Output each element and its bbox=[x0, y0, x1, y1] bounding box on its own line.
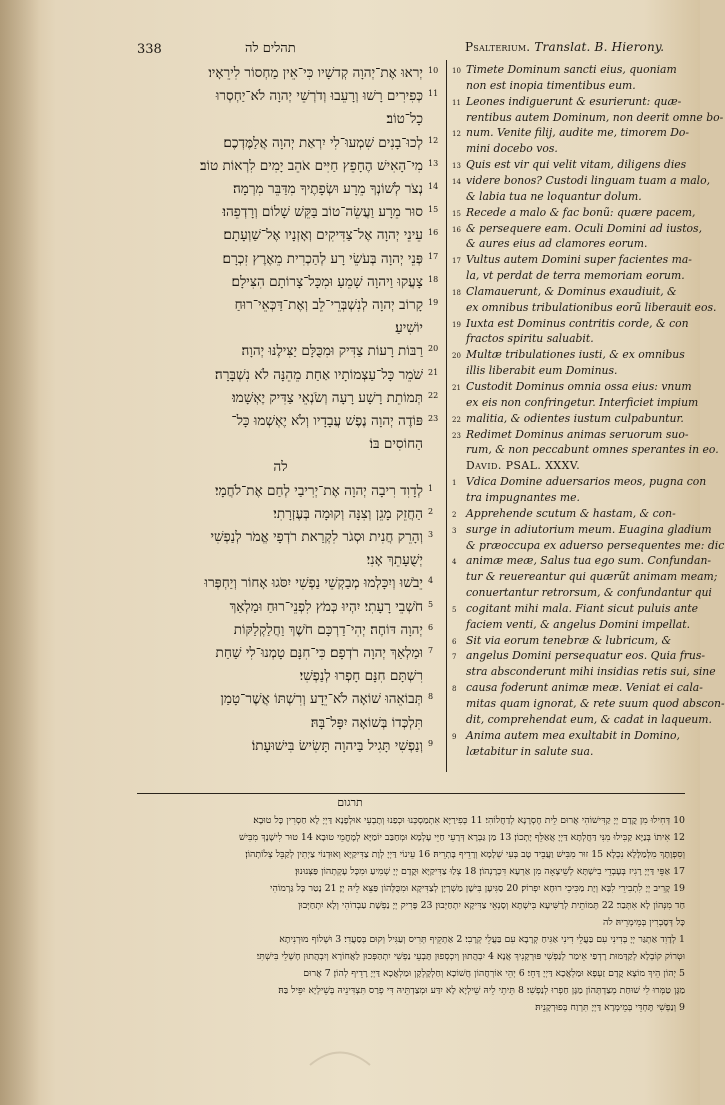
hebrew-line: יֵבֹשׁוּ וְיִכָּלְמוּ מְבַקְשֵׁי נַפְשִׁי יִסֹּגוּ אָחוֹר וְיַחְפְּרוּ bbox=[204, 575, 423, 592]
latin-line bbox=[452, 664, 716, 679]
latin-line bbox=[452, 110, 724, 125]
latin-verse-number: 1 bbox=[452, 479, 457, 488]
hebrew-line: צָעֲקוּ וַיהוָה שָׁמֵעַ וּמִכָּל־צָרוֹתָם הִצִּילָם׃ bbox=[231, 273, 423, 290]
latin-line bbox=[452, 728, 684, 745]
latin-line bbox=[452, 236, 684, 251]
verse-number: 17 bbox=[428, 251, 439, 261]
verse-number-column bbox=[428, 62, 446, 762]
latin-verse-number: 13 bbox=[452, 162, 461, 171]
latin-line-text: stra absconderunt mihi insidias retis sui, sine bbox=[466, 665, 716, 679]
latin-line-text: David. PSAL. XXXV. bbox=[466, 459, 581, 473]
latin-line bbox=[452, 300, 717, 315]
latin-line bbox=[452, 395, 699, 410]
latin-line bbox=[452, 125, 690, 142]
hebrew-line: חֹשְׁבֵי רָעָתִי׃ יִהְיוּ כְּמֹץ לִפְנֵי־רוּחַ וּמַלְאַךְ bbox=[229, 598, 423, 615]
hebrew-running-title: תהלים לה bbox=[245, 41, 296, 56]
latin-line-text: fractos spiritu saluabit. bbox=[466, 332, 594, 346]
targum-line: וּטְרוֹק קוֹבְלָא לְקַדָּמוּת רָדְפַי אֵימַר לְנַפְשִׁי פּוּרְקָנִיךְ אֲנָא׃ 4 יִבְהֲתוּן וְיִכְסְפוּן תָּבְעֵי נַפְשִׁי יִתְהַפְּכוּן לַאֲחוֹרָא וְיִבְהֲתוּן חָשְׁלֵי בִּישְׁתִּי׃ bbox=[256, 951, 685, 962]
targum-line: מַגָּן טַמְּרוּ לִי שׁוּחַת מְצַדְתְּהוֹן מַגָּן חַפְרוּ לְנַפְשִׁי׃ 8 תֵּיתֵי לֵיהּ שֵׁילְיָא לָא יִדַּע וּמְצַדְתֵּיהּ דִּי פְרַס תִּצְדִּינֵיהּ בְּשֵׁילְיָא יִפֵּיל בַּהּ׃ bbox=[278, 985, 685, 996]
latin-line-text: causa foderunt animæ meæ. Veniat ei cala- bbox=[466, 681, 703, 695]
latin-line bbox=[452, 569, 718, 584]
column-divider bbox=[446, 60, 447, 772]
latin-line bbox=[452, 363, 684, 378]
latin-verse-number: 4 bbox=[452, 558, 457, 567]
latin-line bbox=[452, 601, 699, 618]
targum-line: כָּל דְּסָבְרִין בְּמֵימְרֵיהּ׃ לה bbox=[602, 917, 685, 928]
verse-number: 14 bbox=[428, 182, 439, 191]
latin-line bbox=[452, 205, 696, 222]
latin-verse-number: 9 bbox=[452, 732, 457, 741]
latin-line-text: rum, & non peccabunt omnes sperantes in eo. bbox=[466, 443, 719, 457]
verse-number: 3 bbox=[428, 530, 434, 539]
verse-number: 13 bbox=[428, 158, 439, 168]
hebrew-line: כָל־טוֹב׃ bbox=[386, 111, 423, 128]
hebrew-line: עֵינֵי יְהוָה אֶל־צַדִּיקִים וְאָזְנָיו אֶל־שַׁוְעָתָם׃ bbox=[223, 227, 423, 244]
latin-line bbox=[452, 78, 684, 93]
latin-line bbox=[452, 617, 690, 632]
verse-number: 5 bbox=[428, 599, 434, 609]
latin-line bbox=[452, 173, 711, 190]
latin-line bbox=[452, 696, 725, 711]
verse-number: 1 bbox=[428, 483, 434, 493]
latin-line bbox=[452, 347, 684, 364]
verse-number: 4 bbox=[428, 576, 434, 586]
verse-number: 21 bbox=[428, 367, 439, 377]
latin-verse-number: 17 bbox=[452, 257, 461, 266]
hebrew-line: פּוֹדֶה יְהוָה נֶפֶשׁ עֲבָדָיו וְלֹא יֶאְשְׁמוּ כָּל־ bbox=[231, 413, 423, 429]
hebrew-line: פְּנֵי יְהוָה בְּעֹשֵׂי רָע לְהַכְרִית מֵאֶרֶץ זִכְרָם׃ bbox=[222, 250, 423, 267]
latin-verse-number: 20 bbox=[452, 352, 461, 361]
latin-line-text: animæ meæ, Salus tua ego sum. Confundan- bbox=[466, 554, 712, 568]
targum-line: חַד מִנְּהוֹן לָא אִתְּבַר׃ 22 תְּמוֹתֵית לְרַשִּׁיעָא בִּישְׁתָא וְסָנְאֵי צַדִּיקָא יִתְחַיְּבוּן׃ 23 פָּרִיק יְיָ נַפְשָׁת עַבְדוֹהִי וְלָא יִתְחַיְּבוּן bbox=[298, 900, 685, 911]
latin-verse-number: 2 bbox=[452, 510, 457, 519]
latin-line-text: la, vt perdat de terra memoriam eorum. bbox=[466, 269, 685, 283]
hebrew-line: קָרוֹב יְהוָה לְנִשְׁבְּרֵי־לֵב וְאֶת־דַּכְּאֵי־רוּחַ bbox=[234, 297, 423, 313]
latin-line bbox=[452, 157, 687, 174]
targum-title: תרגום bbox=[337, 796, 363, 809]
verse-number: 16 bbox=[428, 228, 439, 238]
latin-line bbox=[452, 522, 712, 539]
latin-line-text: Timete Dominum sancti eius, quoniam bbox=[466, 63, 677, 76]
latin-title-caps: Psalterium. bbox=[465, 40, 531, 54]
hebrew-line: וְהָרֵק חֲנִית וּסְגֹר לִקְרַאת רֹדְפָי אֱמֹר לְנַפְשִׁי bbox=[210, 529, 423, 545]
latin-line-text: Recede a malo & fac bonũ: quære pacem, bbox=[466, 205, 696, 219]
running-header bbox=[0, 38, 700, 60]
latin-line bbox=[452, 442, 719, 457]
targum-line: 10 דְּחִילוּ מִן קֳדָם יְיָ קַדִּישׁוֹהִי אֲרוּם לֵית חֶסְרָנָא לְדַחֲלוֹהִי׃ 11 כְּפִירַיָּא אִתְמַסְכְּנוּ וּכְפַנוּ וְתָבְעֵי אוּלְפָנָא דַּיְיָ לָא חַסְרִין כָּל טוּבָא׃ bbox=[253, 815, 685, 826]
latin-line-text: Quis est vir qui velit vitam, diligens dies bbox=[466, 158, 687, 172]
latin-line bbox=[452, 62, 684, 79]
latin-line bbox=[452, 411, 684, 428]
latin-verse-number: 11 bbox=[452, 98, 461, 107]
latin-verse-number: 14 bbox=[452, 177, 461, 186]
latin-title-rest: Translat. B. Hierony. bbox=[530, 40, 665, 54]
latin-line bbox=[452, 379, 692, 396]
latin-line-text: & persequere eam. Oculi Domini ad iustos, bbox=[466, 221, 703, 235]
verse-number: 20 bbox=[428, 344, 439, 354]
latin-line-text: conuertantur retrorsum, & confundantur qui bbox=[466, 586, 712, 600]
latin-line-text: non est inopia timentibus eum. bbox=[466, 78, 636, 92]
latin-line-text: & aures eius ad clamores eorum. bbox=[466, 237, 648, 251]
latin-line-text: Apprehende scutum & hastam, & con- bbox=[466, 506, 676, 520]
latin-verse-number: 7 bbox=[452, 653, 457, 662]
latin-line-text: Leones indiguerunt & esurierunt: quæ- bbox=[466, 94, 682, 108]
latin-line-text: faciem venti, & angelus Domini impellat. bbox=[466, 617, 690, 631]
verse-number: 7 bbox=[428, 646, 434, 655]
latin-verse-number: 10 bbox=[452, 67, 461, 75]
latin-line bbox=[452, 490, 684, 505]
hebrew-line: רַבּוֹת רָעוֹת צַדִּיק וּמִכֻּלָּם יַצִּילֶנּוּ יְהוָה׃ bbox=[241, 343, 423, 360]
latin-verse-number: 8 bbox=[452, 685, 457, 694]
hebrew-line: שֹׁמֵר כָּל־עַצְמוֹתָיו אַחַת מֵהֵנָּה לֹא נִשְׁבָּרָה׃ bbox=[214, 366, 423, 383]
latin-line-text: surge in adiutorium meum. Euagina gladium bbox=[466, 522, 712, 536]
latin-line bbox=[452, 331, 684, 346]
latin-line bbox=[452, 284, 684, 301]
latin-line-text: lætabitur in salute sua. bbox=[466, 744, 594, 758]
targum-rule bbox=[137, 793, 685, 794]
hebrew-line: יְראוּ אֶת־יְהוָה קְדשָׁיו כִּי־אֵין מַחְסוֹר לִירֵאָיו׃ bbox=[208, 65, 423, 81]
latin-verse-number: 6 bbox=[452, 637, 457, 646]
latin-line-text: Sit via eorum tenebræ & lubricum, & bbox=[466, 633, 672, 647]
verse-number: 11 bbox=[428, 89, 439, 99]
latin-line bbox=[452, 316, 689, 333]
latin-line-text: malitia, & odientes iustum culpabuntur. bbox=[466, 411, 684, 425]
latin-line bbox=[452, 648, 706, 665]
latin-line bbox=[452, 94, 684, 111]
verse-number: 15 bbox=[428, 205, 439, 215]
latin-line-text: videre bonos? Custodi linguam tuam a malo, bbox=[466, 173, 711, 187]
latin-verse-number: 12 bbox=[452, 130, 461, 139]
hebrew-line: וְנַפְשִׁי תָּגִיל בַּיהוָה תָּשִׂישׂ בִּישׁוּעָתוֹ׃ bbox=[251, 737, 423, 754]
latin-line bbox=[452, 744, 684, 759]
hebrew-line: לְכוּ־בָנִים שִׁמְעוּ־לִי יִרְאַת יְהוָה אֲלַמֶּדְכֶם׃ bbox=[223, 134, 423, 151]
verse-number: 2 bbox=[428, 506, 434, 516]
latin-line bbox=[452, 506, 684, 523]
hebrew-line: וּמַלְאַךְ יְהוָה רֹדְפָם׃ כִּי־חִנָּם טָמְנוּ־לִי שַׁחַת bbox=[215, 645, 423, 661]
hebrew-line: תְּמוֹתֵת רָשָׁע רָעָה וְשֹׂנְאֵי צַדִּיק יֶאְשָׁמוּ׃ bbox=[232, 389, 423, 406]
verse-number: 8 bbox=[428, 692, 434, 702]
latin-line-text: Anima autem mea exultabit in Domino, bbox=[466, 728, 680, 742]
latin-line-text: & præoccupa ex aduerso persequentes me: dic bbox=[466, 538, 725, 552]
latin-line-text: Vultus autem Domini super facientes ma- bbox=[466, 253, 692, 267]
verse-number: 12 bbox=[428, 135, 439, 145]
latin-verse-number: 16 bbox=[452, 225, 461, 234]
verse-number: 6 bbox=[428, 622, 434, 632]
latin-line bbox=[452, 553, 712, 570]
verse-number: 18 bbox=[428, 274, 439, 284]
verse-number: 19 bbox=[428, 298, 439, 307]
hebrew-line: יוֹשִׁיעַ׃ bbox=[395, 320, 423, 337]
targum-line: וְסִפְוָתָךְ מִלְּמַלָּלָא נִכְלָא׃ 15 זוּר מִבִּישׁ וַעֲבֵיד טָב בְּעִי שְׁלָמָא וְרָדֵיף בָּתְרֵיהּ׃ 16 עֵינוֹי דַּיְיָ לְוָת צַדִּיקַיָּא וְאוּדְנוֹי צַיְתִין לְקַבֵּל צְלוֹתְהוֹן׃ bbox=[245, 849, 685, 860]
bleed-through-mark bbox=[300, 1035, 380, 1075]
latin-line-text: mitas quam ignorat, & rete suum quod abscon- bbox=[466, 697, 725, 710]
latin-verse-number: 21 bbox=[452, 384, 461, 392]
latin-line bbox=[452, 252, 692, 269]
targum-line: 1 לְדָוִד אַתְגַּר יְיָ בְּדִינִי עִם בַּעֲלֵי דִינִי אַגִּיחַ קְרָבָא עִם בַּעֲלֵי קְרָבִי׃ 2 אַתְקֵיף תְּרִיס וְעַגִּיל וְקוּם בְּסַעֲדִי׃ 3 וּשְׁלוֹף מוּרְנִיתָא bbox=[279, 934, 685, 945]
latin-line bbox=[452, 680, 703, 697]
latin-line-text: Iuxta est Dominus contritis corde, & con bbox=[466, 316, 689, 330]
latin-line-text: ex eis non confringetur. Interficiet impium bbox=[466, 395, 699, 409]
latin-line bbox=[452, 189, 684, 204]
targum-line: 5 יְהוֹן הֵיךְ מוֹצָא קֳדָם זַעְפָא וּמַלְאֲכָא דַּיְיָ דָּחֵי׃ 6 יְהֵי אוֹרְחֲהוֹן חֲשׁוֹכָא וְחַלְקָלְקָן וּמַלְאֲכָא דַּיְיָ רָדֵיף לְהוֹן׃ 7 אֲרוּם bbox=[303, 968, 685, 979]
latin-line-text: num. Venite filij, audite me, timorem Do- bbox=[466, 126, 690, 140]
hebrew-line: הַחוֹסִים בּוֹ׃ bbox=[369, 436, 423, 453]
hebrew-line: לְדָוִד רִיבָה יְהוָה אֶת־יְרִיבַי לְחַם אֶת־לֹחֲמָי׃ bbox=[215, 482, 423, 499]
latin-line-text: angelus Domini persequatur eos. Quia frus- bbox=[466, 649, 706, 663]
latin-line-text: mini docebo vos. bbox=[466, 142, 558, 156]
latin-line bbox=[452, 427, 689, 444]
verse-number: 9 bbox=[428, 738, 434, 748]
latin-line bbox=[452, 141, 684, 156]
latin-verse-number: 18 bbox=[452, 288, 461, 297]
latin-line bbox=[452, 712, 712, 727]
targum-line: 17 אַפֵּי דַּיְיָ רָגִיז בְּעָבְדֵי בִישְׁתָּא לְשֵׁיצָאָה מִן אַרְעָא דִּכְרָנְהוֹן׃ 18 צְלַוּ צַדִּיקַיָּא וּקֳדָם יְיָ שְׁמִיעַ וּמִכָּל עָקְתְהוֹן פַּצְּנוּנוּן׃ bbox=[294, 866, 685, 877]
verse-number: 22 bbox=[428, 390, 439, 400]
latin-line bbox=[452, 585, 712, 600]
latin-line-text: tur & reuereantur qui quærũt animam meam; bbox=[466, 570, 718, 584]
latin-line bbox=[452, 221, 703, 238]
latin-line-text: dit, comprehendat eum, & cadat in laqueum. bbox=[466, 712, 712, 726]
hebrew-line: סוּר מֵרָע וַעֲשֵׂה־טוֹב בַּקֵּשׁ שָׁלוֹם וְרָדְפֵהוּ׃ bbox=[222, 204, 423, 221]
latin-verse-number: 22 bbox=[452, 415, 461, 424]
hebrew-line: תְּבוֹאֵהוּ שׁוֹאָה לֹא־יֵדָע וְרִשְׁתּוֹ אֲשֶׁר־טָמַן bbox=[220, 691, 423, 708]
latin-line-text: Clamauerunt, & Dominus exaudiuit, & bbox=[466, 284, 677, 298]
hebrew-text-column bbox=[138, 62, 423, 772]
page-number: 338 bbox=[137, 42, 162, 57]
hebrew-line: נְצֹר לְשׁוֹנְךָ מֵרָע וּשְׂפָתֶיךָ מִדַּבֵּר מִרְמָה׃ bbox=[232, 181, 423, 197]
hebrew-line: יְשֻׁעָתֵךְ אָנִי׃ bbox=[366, 552, 423, 569]
latin-line-text: Redimet Dominus animas seruorum suo- bbox=[466, 427, 689, 441]
latin-verse-number: 3 bbox=[452, 526, 457, 535]
latin-line-text: Custodit Dominus omnia ossa eius: vnum bbox=[466, 380, 692, 393]
latin-running-title bbox=[465, 40, 664, 54]
latin-text-column bbox=[452, 62, 725, 772]
latin-line bbox=[452, 538, 725, 553]
latin-line-text: rentibus autem Dominum, non deerit omne bo- bbox=[466, 110, 724, 124]
latin-line bbox=[452, 633, 684, 650]
hebrew-line: רִשְׁתָּם חִנָּם חָפְרוּ לְנַפְשִׁי׃ bbox=[299, 668, 423, 685]
latin-line-text: Vdica Domine aduersarios meos, pugna con bbox=[466, 475, 707, 489]
latin-verse-number: 15 bbox=[452, 209, 461, 218]
latin-line-text: tra impugnantes me. bbox=[466, 490, 580, 504]
latin-line-text: ex omnibus tribulationibus eorũ liberauit eos. bbox=[466, 300, 717, 314]
latin-line bbox=[452, 474, 707, 491]
hebrew-line: תִּלְכְּדוֹ בְּשׁוֹאָה יִפָּל־בָּהּ׃ bbox=[310, 714, 423, 731]
hebrew-line: הַחֲזֵק מָגֵן וְצִנָּה וְקוּמָה בְּעֶזְרָתִי׃ bbox=[273, 505, 423, 522]
latin-line-text: cogitant mihi mala. Fiant sicut puluis ante bbox=[466, 601, 699, 615]
latin-line bbox=[452, 458, 684, 473]
hebrew-line: כְּפִירִים רָשׁוּ וְרָעֵבוּ וְדֹרְשֵׁי יְהוָה לֹא־יַחְסְרוּ bbox=[215, 88, 423, 105]
gutter-shadow bbox=[0, 0, 40, 1105]
latin-line-text: illis liberabit eum Dominus. bbox=[466, 364, 618, 378]
verse-number: 23 bbox=[428, 414, 439, 423]
targum-line: 19 קָרִיב יְיָ לִתְבִירֵי לִבָּא וְיָת מַכִּיכֵי רוּחָא יִפְרוֹק׃ 20 סַגִּיעָן בִּישָׁן מַשְׁרְיָן לְצַדִּיקָא וּמִכֻּלְּהוֹן פַּצֵּא לֵיהּ יְיָ׃ 21 נָטַר כָּל גַּרְמוֹהִי bbox=[269, 883, 685, 894]
verse-number: 10 bbox=[428, 66, 439, 75]
hebrew-line: יְהוָה דּוֹחֶה׃ יְהִי־דַרְכָּם חֹשֶׁךְ וַחֲלַקְלַקּוֹת bbox=[233, 621, 423, 638]
hebrew-line: מִי־הָאִישׁ הֶחָפֵץ חַיִּים אֹהֵב יָמִים לִרְאוֹת טוֹב׃ bbox=[199, 157, 423, 174]
latin-line bbox=[452, 268, 684, 283]
latin-verse-number: 5 bbox=[452, 605, 457, 614]
targum-line: 12 אִיתוֹ בְּנַיָּא קַבִּילוּ מִנִּי דַּחֲלְתָא דַּיְיָ אֲאַלֵּף יָתְכוֹן׃ 13 מַן גַּבְרָא דְּרָעֵי חַיֵּי עָלְמָא וּמְחַבַּב יוֹמַיָּא לְמֶחֱמֵי טוּבָא׃ 14 טוּר לִישָׁנָךְ מִבִּישׁ bbox=[238, 832, 685, 843]
latin-line-text: Multæ tribulationes iusti, & ex omnibus bbox=[466, 348, 685, 362]
latin-verse-number: 23 bbox=[452, 431, 461, 440]
latin-verse-number: 19 bbox=[452, 320, 461, 329]
targum-line: 9 וְנַפְשִׁי תֶּחְדֵּי בְּמֵימְרָא דַּיְיָ תִּרְוַח בְּפוּרְקָנֵיהּ׃ bbox=[535, 1002, 685, 1013]
latin-line-text: & labia tua ne loquantur dolum. bbox=[466, 189, 642, 203]
hebrew-line: לה bbox=[273, 459, 288, 476]
